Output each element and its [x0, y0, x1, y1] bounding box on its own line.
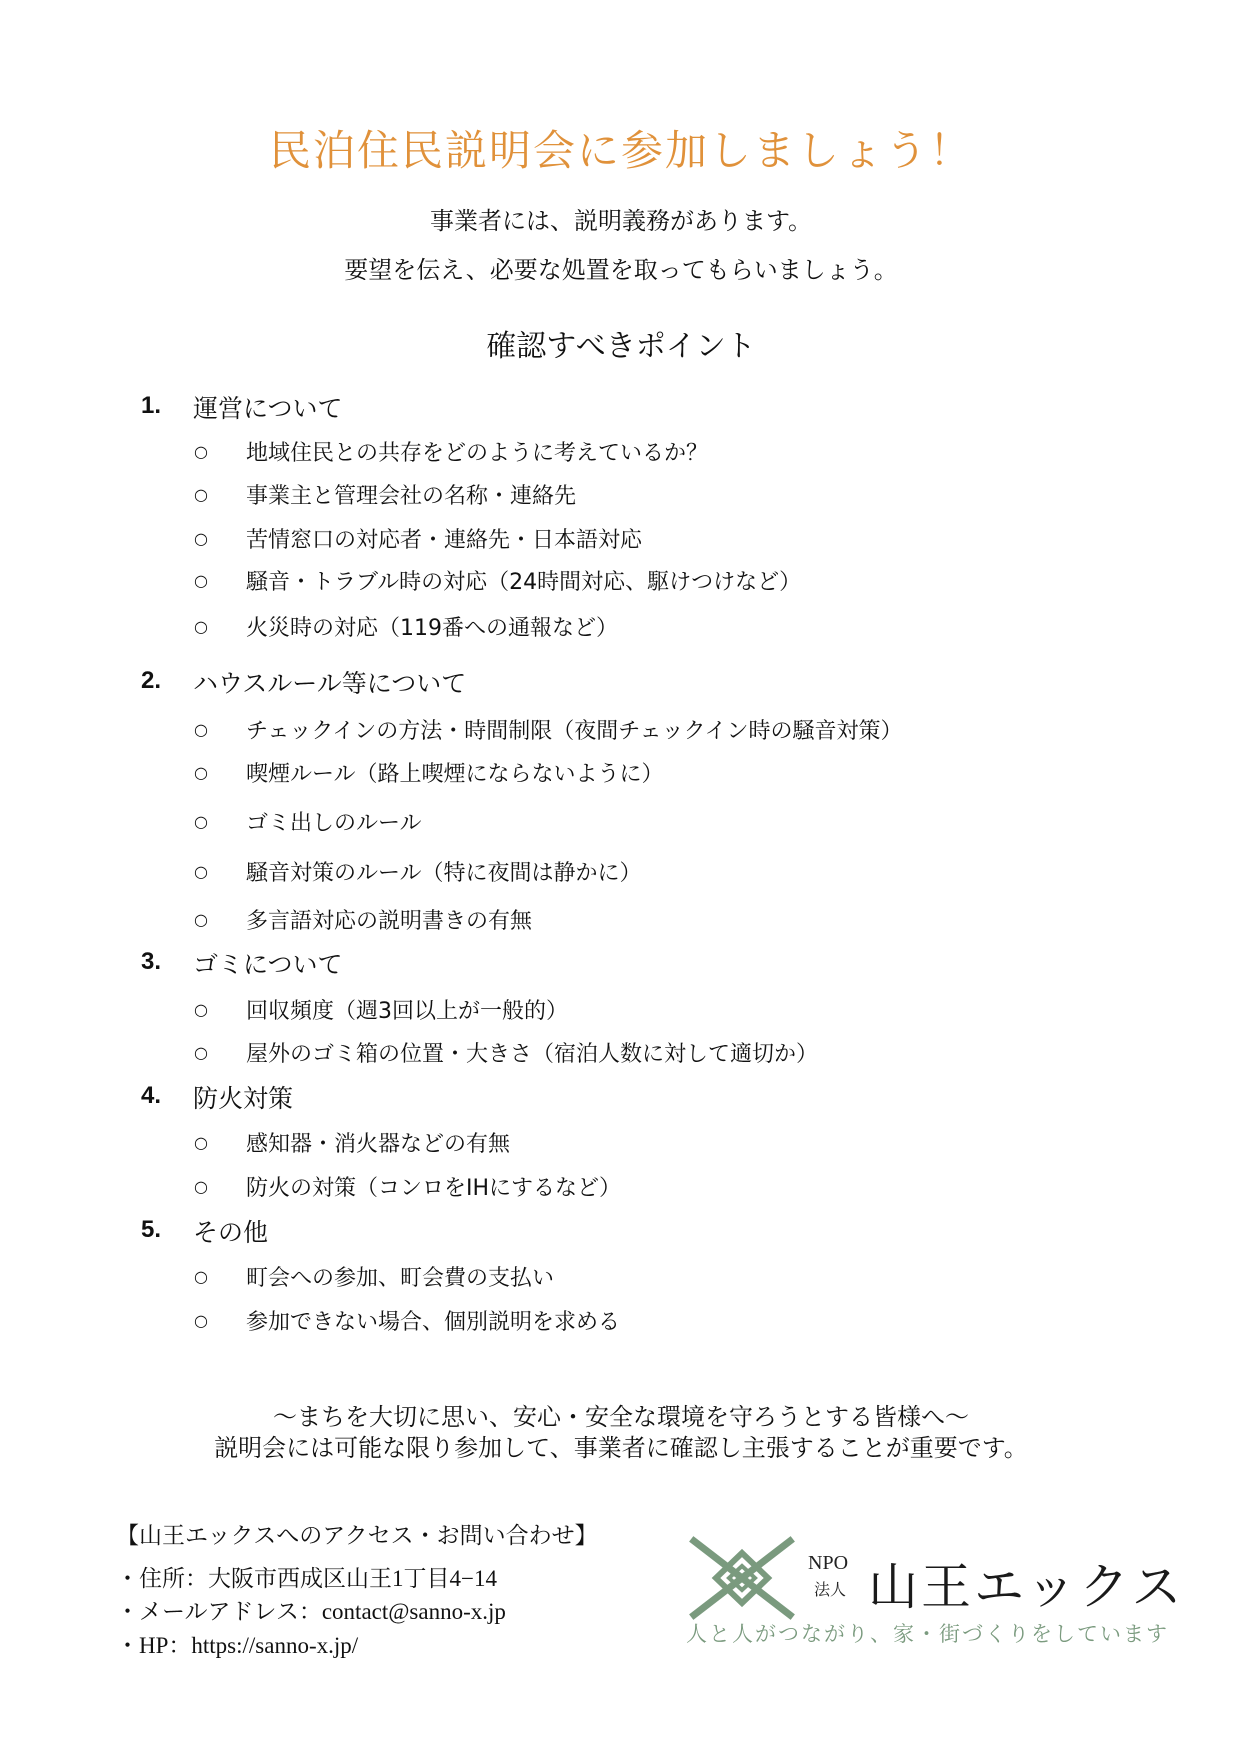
section-5-label: その他 — [193, 1218, 269, 1247]
org-hojin-label: 法人 — [814, 1582, 847, 1599]
org-tagline: 人と人がつながり、家・街づくりをしています — [686, 1622, 1169, 1646]
bullet-icon: ○ — [194, 1000, 208, 1019]
section-2-item-3: ゴミ出しのルール — [246, 811, 422, 836]
section-3-item-1: 回収頻度（週3回以上が一般的） — [246, 999, 568, 1024]
bullet-icon: ○ — [194, 763, 208, 782]
section-5-item-1: 町会への参加、町会費の支払い — [246, 1266, 555, 1291]
closing-line-2: 説明会には可能な限り参加して、事業者に確認し主張することが重要です。 — [214, 1434, 1028, 1462]
section-5-item-2: 参加できない場合、個別説明を求める — [246, 1310, 621, 1335]
section-4-number: 4. — [141, 1082, 162, 1109]
section-4-item-2: 防火の対策（コンロをIHにするなど） — [246, 1176, 622, 1201]
bullet-icon: ○ — [194, 1043, 208, 1062]
org-npo-label: NPO — [808, 1552, 849, 1574]
bullet-icon: ○ — [194, 812, 208, 831]
bullet-icon: ○ — [194, 910, 208, 929]
section-title: 確認すべきポイント — [486, 329, 756, 364]
intro-line-1: 事業者には、説明義務があります。 — [429, 207, 813, 235]
bullet-icon: ○ — [194, 571, 208, 590]
bullet-icon: ○ — [194, 485, 208, 504]
contact-email[interactable]: ・メールアドレス：contact@sanno-x.jp — [116, 1599, 506, 1624]
bullet-icon: ○ — [194, 862, 208, 881]
section-2-item-4: 騒音対策のルール（特に夜間は静かに） — [246, 861, 642, 886]
section-1-label: 運営について — [193, 394, 343, 423]
section-5-number: 5. — [141, 1216, 162, 1243]
section-1-item-3: 苦情窓口の対応者・連絡先・日本語対応 — [246, 528, 643, 553]
page-title: 民泊住民説明会に参加しましょう！ — [268, 126, 973, 175]
section-2-item-1: チェックインの方法・時間制限（夜間チェックイン時の騒音対策） — [246, 719, 903, 744]
section-1-item-4: 騒音・トラブル時の対応（24時間対応、駆けつけなど） — [246, 570, 802, 595]
section-3-item-2: 屋外のゴミ箱の位置・大きさ（宿泊人数に対して適切か） — [246, 1042, 819, 1067]
bullet-icon: ○ — [194, 529, 208, 548]
section-1-item-1: 地域住民との共存をどのように考えているか？ — [246, 441, 709, 466]
section-1-item-2: 事業主と管理会社の名称・連絡先 — [246, 484, 577, 509]
section-2-item-5: 多言語対応の説明書きの有無 — [246, 909, 533, 934]
section-3-number: 3. — [141, 948, 162, 975]
section-4-label: 防火対策 — [193, 1084, 294, 1113]
section-1-item-5: 火災時の対応（119番への通報など） — [246, 616, 618, 641]
bullet-icon: ○ — [194, 1267, 208, 1286]
bullet-icon: ○ — [194, 617, 208, 636]
section-2-number: 2. — [141, 667, 162, 694]
contact-heading: 【山王エックスへのアクセス・お問い合わせ】 — [116, 1523, 598, 1548]
closing-line-1: ～まちを大切に思い、安心・安全な環境を守ろうとする皆様へ～ — [273, 1403, 969, 1431]
section-2-label: ハウスルール等について — [193, 669, 467, 698]
section-1-number: 1. — [141, 392, 162, 419]
bullet-icon: ○ — [194, 1177, 208, 1196]
intro-line-2: 要望を伝え、必要な処置を取ってもらいましょう。 — [344, 256, 898, 284]
contact-hp-link[interactable]: ・HP：https://sanno-x.jp/ — [116, 1633, 359, 1658]
section-3-label: ゴミについて — [193, 950, 343, 979]
org-logo-mark-icon — [688, 1535, 796, 1621]
bullet-icon: ○ — [194, 720, 208, 739]
contact-address: ・住所：大阪市西成区山王1丁目4−14 — [116, 1566, 497, 1591]
section-4-item-1: 感知器・消火器などの有無 — [246, 1132, 511, 1157]
bullet-icon: ○ — [194, 442, 208, 461]
bullet-icon: ○ — [194, 1133, 208, 1152]
section-2-item-2: 喫煙ルール（路上喫煙にならないように） — [246, 762, 664, 787]
bullet-icon: ○ — [194, 1311, 208, 1330]
org-name: 山王エックス — [868, 1558, 1185, 1616]
